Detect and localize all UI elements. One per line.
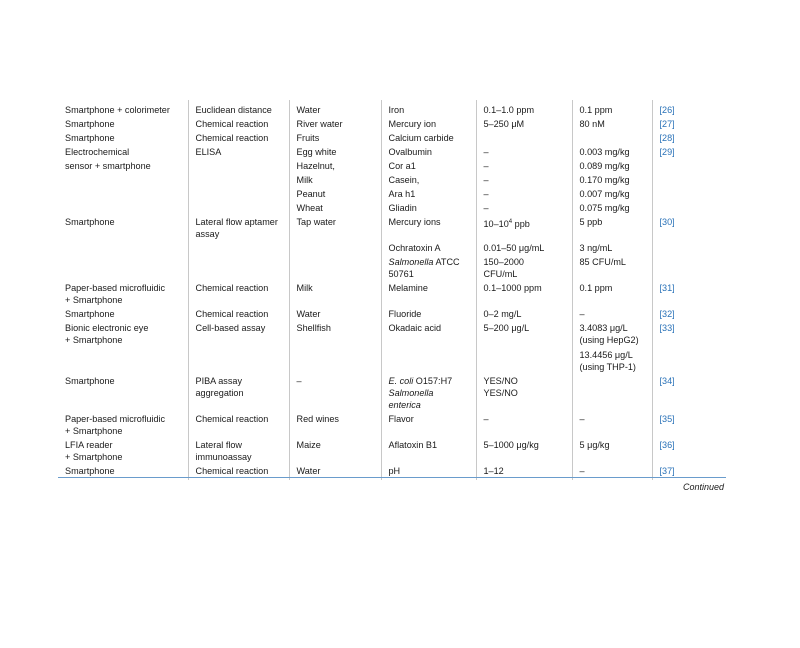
lod-cell: 5 μg/kg — [572, 438, 652, 464]
lod-cell: – — [572, 412, 652, 438]
table-row — [58, 100, 726, 117]
range-cell: 150–2000 CFU/mL — [476, 255, 572, 281]
technique-cell: Lateral flow aptamer assay — [188, 215, 289, 241]
device-cell: LFIA reader + Smartphone — [65, 440, 123, 462]
analyte-cell: Flavor — [381, 412, 476, 438]
analyte-cell: Casein, — [381, 173, 476, 187]
device-cell — [58, 187, 188, 201]
ref-cell[interactable] — [652, 215, 726, 241]
range-cell: – — [476, 187, 572, 201]
lod-cell: 0.170 mg/kg — [572, 173, 652, 187]
sample-cell: Shellfish — [289, 321, 381, 374]
ref-link[interactable]: [26] — [659, 105, 675, 115]
sample-cell: Water — [289, 307, 381, 321]
range-cell: – — [476, 201, 572, 215]
range-cell: 5–250 μM — [476, 117, 572, 131]
ref-link[interactable]: [28] — [659, 133, 675, 143]
technique-cell: Chemical reaction — [188, 131, 289, 145]
sample-cell: Tap water — [289, 215, 381, 241]
sample-cell: Egg white — [289, 145, 381, 159]
ref-link[interactable]: [36] — [659, 440, 675, 450]
technique-cell: Chemical reaction — [188, 412, 289, 438]
ref-link[interactable]: [29] — [659, 147, 675, 157]
analyte-cell: Salmonella ATCC 50761 — [381, 255, 476, 281]
lod-cell: – — [572, 307, 652, 321]
table-row — [58, 145, 726, 159]
lod-cell: 3 ng/mL — [572, 241, 652, 255]
analyte-cell: Ara h1 — [381, 187, 476, 201]
sample-cell: Milk — [289, 281, 381, 307]
ref-cell — [652, 159, 726, 173]
sample-cell: Hazelnut, — [289, 159, 381, 173]
technique-cell: Chemical reaction — [188, 281, 289, 307]
device-cell: Smartphone — [65, 217, 115, 227]
range-cell: 5–200 μg/L — [476, 321, 572, 374]
sample-cell: Milk — [289, 173, 381, 187]
ref-link[interactable]: [27] — [659, 119, 675, 129]
range-cell: – — [476, 412, 572, 438]
table-row — [58, 412, 726, 438]
device-cell: Bionic electronic eye + Smartphone — [65, 323, 149, 345]
range-cell: $10-10^4$ ppb — [476, 215, 572, 241]
range-cell: 0–2 mg/L — [476, 307, 572, 321]
sample-cell: Wheat — [289, 201, 381, 215]
range-cell: – — [476, 159, 572, 173]
ref-cell — [652, 117, 726, 131]
analyte-cell: Gliadin — [381, 201, 476, 215]
analyte-cell: Ochratoxin A — [381, 241, 476, 255]
continued-label: Continued — [682, 482, 724, 492]
lod-cell: 5 ppb — [572, 215, 652, 241]
lod-cell: 3.4083 μg/L (using HepG2) 13.4456 μg/L (using THP-1) — [572, 321, 652, 374]
technique-cell: Cell-based assay — [188, 321, 289, 374]
sample-cell: Fruits — [289, 131, 381, 145]
ref-cell — [652, 187, 726, 201]
ref-cell — [652, 100, 726, 117]
device-cell: Electrochemical — [65, 147, 130, 157]
table-row — [58, 241, 726, 255]
ref-link[interactable]: [34] — [659, 376, 675, 386]
technique-cell: Euclidean distance — [188, 100, 289, 117]
analyte-cell: E. coli O157:H7 Salmonella enterica — [381, 374, 476, 412]
lod-cell: 0.075 mg/kg — [572, 201, 652, 215]
ref-link[interactable]: [30] — [659, 217, 675, 227]
analyte-cell: Ovalbumin — [381, 145, 476, 159]
device-cell: sensor + smartphone — [65, 161, 151, 171]
analyte-cell: pH — [381, 464, 476, 480]
technique-cell — [188, 159, 289, 173]
range-cell: 0.1–1000 ppm — [476, 281, 572, 307]
sample-cell: Maize — [289, 438, 381, 464]
device-cell: Smartphone — [65, 376, 115, 386]
technique-cell — [188, 187, 289, 201]
lod-cell: 80 nM — [572, 117, 652, 131]
lod-cell: – — [572, 464, 652, 480]
device-cell: Smartphone — [65, 309, 115, 319]
ref-link[interactable]: [37] — [659, 466, 675, 476]
lod-cell: 0.003 mg/kg — [572, 145, 652, 159]
device-cell: Smartphone — [65, 119, 115, 129]
device-cell: Smartphone + colorimeter — [65, 105, 170, 115]
ref-link[interactable]: [35] — [659, 414, 675, 424]
table-row — [58, 159, 726, 173]
table-bottom-rule — [58, 477, 726, 478]
table-row — [58, 438, 726, 464]
device-cell: Paper-based microfluidic + Smartphone — [65, 283, 166, 305]
range-cell: – — [476, 173, 572, 187]
analyte-cell: Cor a1 — [381, 159, 476, 173]
sample-cell: Water — [289, 100, 381, 117]
lod-cell: 0.1 ppm — [572, 281, 652, 307]
table-row — [58, 131, 726, 145]
range-cell: – — [476, 145, 572, 159]
ref-link[interactable]: [32] — [659, 309, 675, 319]
sample-cell: River water — [289, 117, 381, 131]
technique-cell: Chemical reaction — [188, 464, 289, 480]
range-cell: 5–1000 μg/kg — [476, 438, 572, 464]
lod-cell: 0.007 mg/kg — [572, 187, 652, 201]
analyte-cell: Mercury ions — [381, 215, 476, 241]
sample-cell: Water — [289, 464, 381, 480]
lod-cell: 85 CFU/mL — [572, 255, 652, 281]
ref-cell — [652, 173, 726, 187]
range-cell: 0.1–1.0 ppm — [476, 100, 572, 117]
table-row — [58, 374, 726, 412]
technique-cell — [188, 201, 289, 215]
sample-cell: Red wines — [289, 412, 381, 438]
device-cell: Paper-based microfluidic + Smartphone — [65, 414, 166, 436]
range-cell: 0.01–50 μg/mL — [476, 241, 572, 255]
range-cell: 1–12 — [476, 464, 572, 480]
device-cell — [58, 201, 188, 215]
lod-cell: 0.1 ppm — [572, 100, 652, 117]
table-row — [58, 255, 726, 281]
analyte-cell: Mercury ion — [381, 117, 476, 131]
ref-cell — [652, 201, 726, 215]
table-row — [58, 307, 726, 321]
lod-cell — [572, 131, 652, 145]
technique-cell: ELISA — [188, 145, 289, 159]
device-cell — [58, 173, 188, 187]
technique-cell: PIBA assay aggregation — [188, 374, 289, 412]
technique-cell — [188, 173, 289, 187]
table-row — [58, 173, 726, 187]
device-cell: Smartphone — [65, 466, 115, 476]
sample-cell: – — [289, 374, 381, 412]
analyte-cell: Fluoride — [381, 307, 476, 321]
analyte-cell: Aflatoxin B1 — [381, 438, 476, 464]
technique-cell: Chemical reaction — [188, 307, 289, 321]
table-row — [58, 117, 726, 131]
table-row — [58, 321, 726, 374]
range-cell — [476, 131, 572, 145]
analyte-cell: Okadaic acid — [381, 321, 476, 374]
ref-link[interactable]: [33] — [659, 323, 675, 333]
analyte-cell: Iron — [381, 100, 476, 117]
table-row — [58, 187, 726, 201]
ref-cell — [652, 131, 726, 145]
ref-link[interactable]: [31] — [659, 283, 675, 293]
technique-cell: Chemical reaction — [188, 117, 289, 131]
sample-cell: Peanut — [289, 187, 381, 201]
ref-cell — [652, 145, 726, 159]
analyte-cell: Calcium carbide — [381, 131, 476, 145]
range-cell: YES/NO YES/NO — [476, 374, 572, 412]
table-row — [58, 201, 726, 215]
device-cell: Smartphone — [65, 133, 115, 143]
data-table — [58, 100, 726, 480]
table-row — [58, 281, 726, 307]
technique-cell: Lateral flow immunoassay — [188, 438, 289, 464]
table-row — [58, 215, 726, 241]
analyte-cell: Melamine — [381, 281, 476, 307]
lod-cell: 0.089 mg/kg — [572, 159, 652, 173]
